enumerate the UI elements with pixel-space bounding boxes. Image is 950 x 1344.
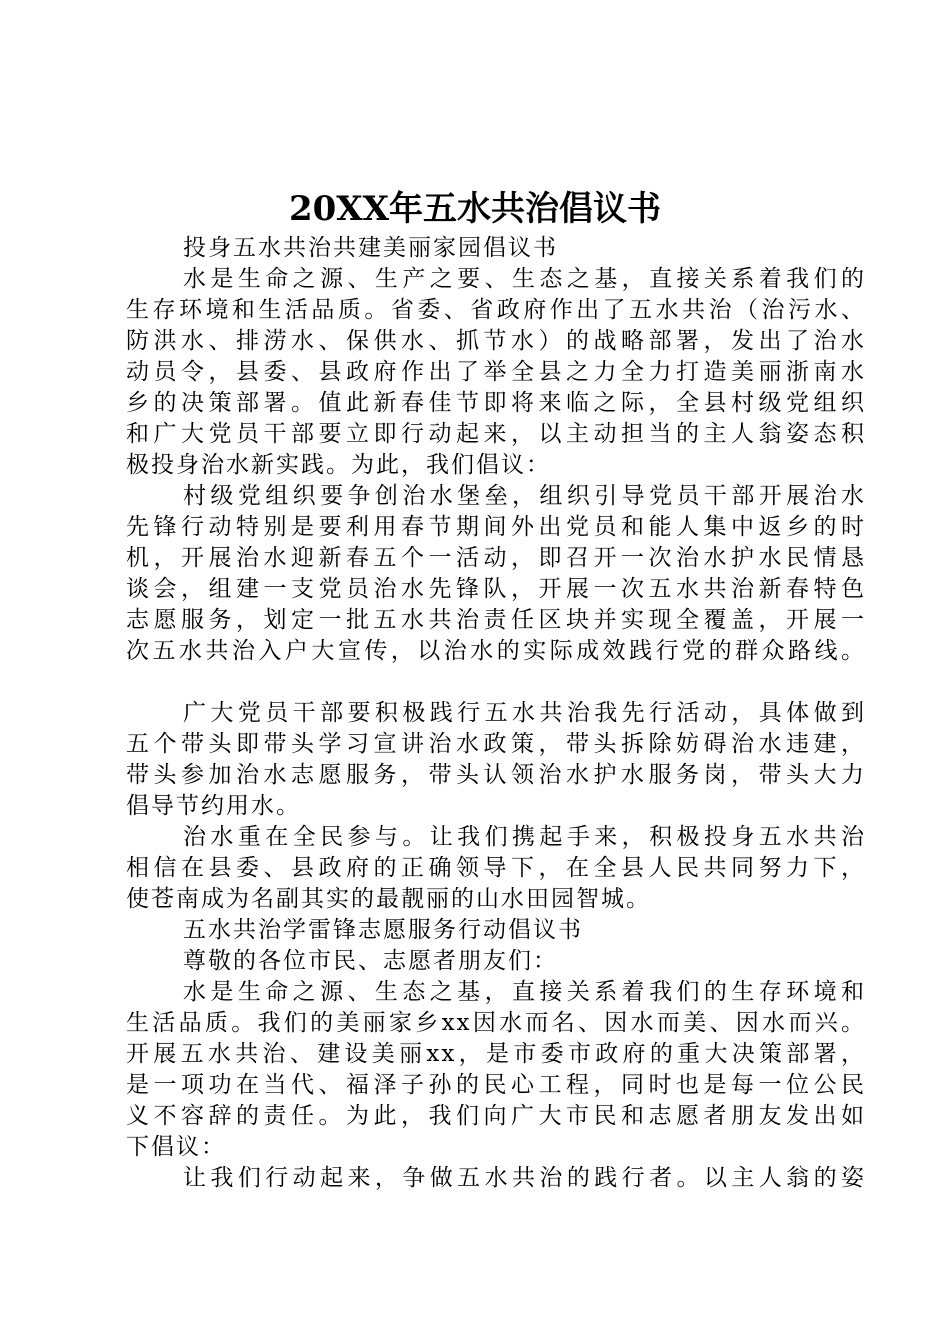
paragraph-line: 水是生命之源、生产之要、生态之基，直接关系着我们的 <box>183 266 866 292</box>
paragraph-line: 和广大党员干部要立即行动起来，以主动担当的主人翁姿态积 <box>126 421 866 447</box>
paragraph-line: 机，开展治水迎新春五个一活动，即召开一次治水护水民情恳 <box>126 545 866 571</box>
paragraph-line: 动员令，县委、县政府作出了举全县之力全力打造美丽浙南水 <box>126 359 866 385</box>
paragraph-line: 倡导节约用水。 <box>126 793 301 819</box>
paragraph-line: 让我们行动起来，争做五水共治的践行者。以主人翁的姿 <box>183 1165 866 1191</box>
subtitle-line: 投身五水共治共建美丽家园倡议书 <box>183 235 558 261</box>
blank-line <box>126 667 866 698</box>
paragraph-line: 治水重在全民参与。让我们携起手来，积极投身五水共治 <box>183 824 866 850</box>
paragraph-line: 义不容辞的责任。为此，我们向广大市民和志愿者朋友发出如 <box>126 1103 866 1129</box>
paragraph-line: 水是生命之源、生态之基，直接关系着我们的生存环境和 <box>183 979 866 1005</box>
paragraph-line: 先锋行动特别是要利用春节期间外出党员和能人集中返乡的时 <box>126 514 866 540</box>
document-body <box>126 233 866 1194</box>
paragraph-line: 是一项功在当代、福泽子孙的民心工程，同时也是每一位公民 <box>126 1072 866 1098</box>
paragraph-line: 谈会，组建一支党员治水先锋队，开展一次五水共治新春特色 <box>126 576 866 602</box>
paragraph-line: 生活品质。我们的美丽家乡xx因水而名、因水而美、因水而兴。 <box>126 1010 866 1036</box>
paragraph-line: 次五水共治入户大宣传，以治水的实际成效践行党的群众路线。 <box>126 638 866 664</box>
paragraph-line: 广大党员干部要积极践行五水共治我先行活动，具体做到 <box>183 700 866 726</box>
paragraph-line: 极投身治水新实践。为此，我们倡议： <box>126 452 551 478</box>
salutation-line: 尊敬的各位市民、志愿者朋友们： <box>183 948 558 974</box>
paragraph-line: 防洪水、排涝水、保供水、抓节水）的战略部署，发出了治水 <box>126 328 866 354</box>
paragraph-line: 五个带头即带头学习宣讲治水政策，带头拆除妨碍治水违建， <box>126 731 866 757</box>
paragraph-line: 志愿服务，划定一批五水共治责任区块并实现全覆盖，开展一 <box>126 607 866 633</box>
subtitle-line: 五水共治学雷锋志愿服务行动倡议书 <box>183 917 583 943</box>
paragraph-line: 带头参加治水志愿服务，带头认领治水护水服务岗，带头大力 <box>126 762 866 788</box>
paragraph-line: 相信在县委、县政府的正确领导下，在全县人民共同努力下， <box>126 855 866 881</box>
document-title: 20XX年五水共治倡议书 <box>288 189 662 229</box>
paragraph-line: 下倡议： <box>126 1134 226 1160</box>
paragraph-line: 开展五水共治、建设美丽xx，是市委市政府的重大决策部署， <box>126 1041 866 1067</box>
paragraph-line: 村级党组织要争创治水堡垒，组织引导党员干部开展治水 <box>183 483 866 509</box>
paragraph-line: 使苍南成为名副其实的最靓丽的山水田园智城。 <box>126 886 651 912</box>
paragraph-line: 乡的决策部署。值此新春佳节即将来临之际，全县村级党组织 <box>126 390 866 416</box>
paragraph-line: 生存环境和生活品质。省委、省政府作出了五水共治（治污水、 <box>126 297 866 323</box>
